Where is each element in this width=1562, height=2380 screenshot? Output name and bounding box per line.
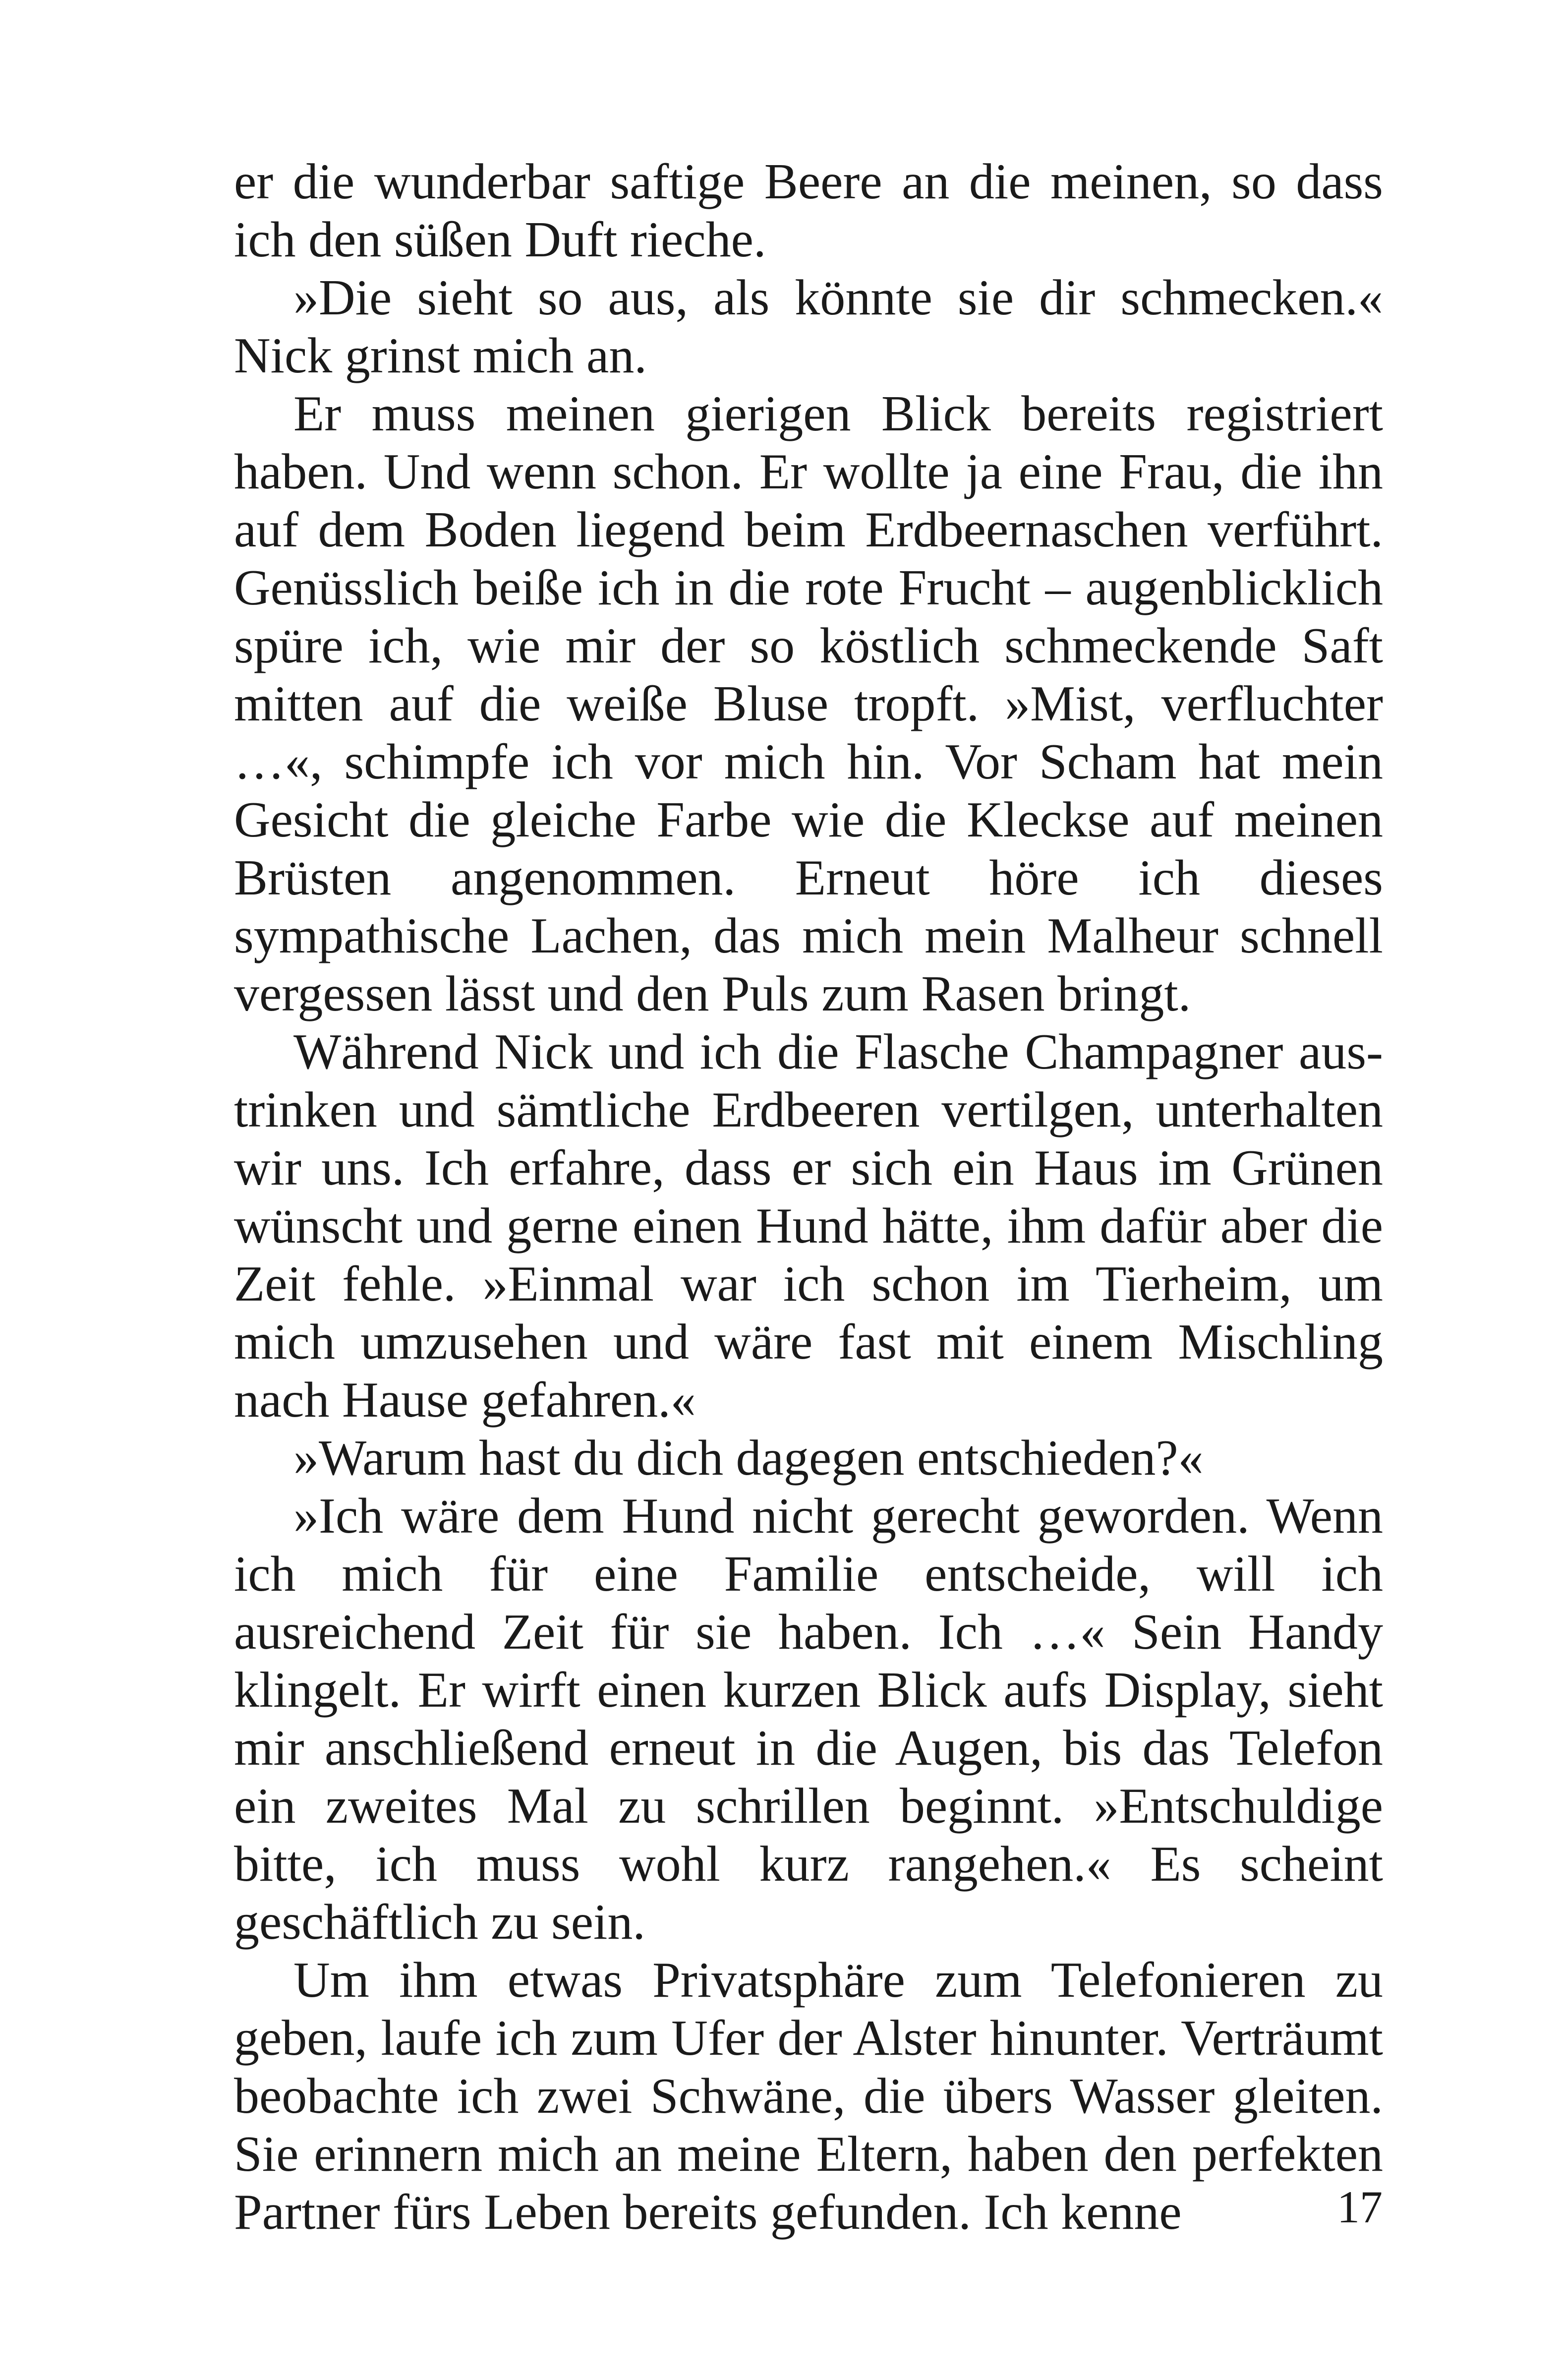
paragraph: Er muss meinen gierigen Blick bereits registriert haben. Und wenn schon. Er wollte ja eine Frau, die ihn auf dem Boden liegend beim Erdbeernaschen verführt. Genüsslich beiße ich in die rote Frucht – augenblicklich spüre ich, wie mir der so köstlich schmeckende Saft mitten auf die weiße Bluse tropft. »Mist, verfluchter …«, schimpfe ich vor mich hin. Vor Scham hat mein Gesicht die gleiche Farbe wie die Kleckse auf meinen Brüsten angenommen. Erneut höre ich dieses sympathische Lachen, das mich mein Malheur schnell vergessen lässt und den Puls zum Rasen bringt. (234, 386, 1383, 1022)
paragraph: »Warum hast du dich dagegen entschieden?« (293, 1430, 1204, 1486)
page-number: 17 (1337, 2182, 1383, 2232)
paragraph: »Die sieht so aus, als könnte sie dir schmecken.« Nick grinst mich an. (234, 270, 1383, 384)
paragraph-continuation: er die wunderbar saftige Beere an die meinen, so dass ich den süßen Duft rieche. (234, 154, 1383, 268)
paragraph: Um ihm etwas Privatsphäre zum Telefonieren zu geben, laufe ich zum Ufer der Alster hinunter. Verträumt beobachte ich zwei Schwäne, die übers Wasser gleiten. Sie erinnern mich an meine Eltern, haben den perfekten Partner fürs Leben bereits gefunden. Ich kenne (234, 1952, 1383, 2240)
paragraph: »Ich wäre dem Hund nicht gerecht geworden. Wenn ich mich für eine Familie entscheide, will ich ausreichend Zeit für sie haben. Ich …« Sein Handy klingelt. Er wirft einen kurzen Blick aufs Display, sieht mir anschließend erneut in die Augen, bis das Telefon ein zweites Mal zu schrillen beginnt. »Entschuldige bitte, ich muss wohl kurz rangehen.« Es scheint geschäftlich zu sein. (234, 1488, 1383, 1950)
body-text (234, 153, 1383, 2241)
paragraph: Während Nick und ich die Flasche Champagner austrinken und sämtliche Erdbeeren vertilgen, unterhalten wir uns. Ich erfahre, dass er sich ein Haus im Grünen wünscht und gerne einen Hund hätte, ihm dafür aber die Zeit fehle. »Einmal war ich schon im Tierheim, um mich umzusehen und wäre fast mit einem Mischling nach Hause gefahren.« (234, 1024, 1383, 1428)
